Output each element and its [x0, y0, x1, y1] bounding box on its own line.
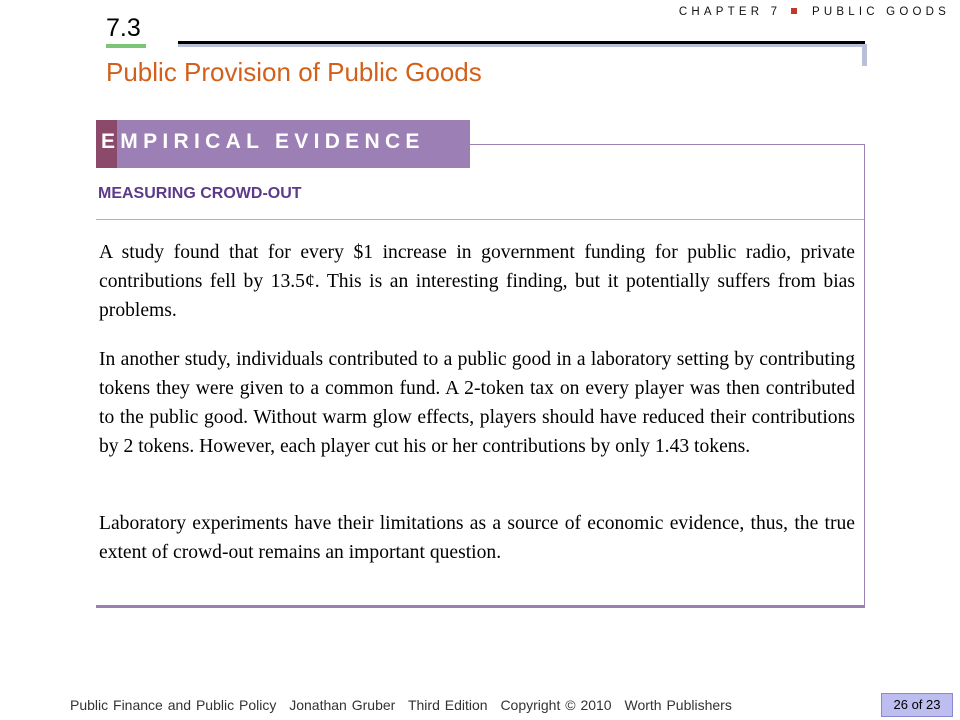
header-rule-drop [862, 44, 867, 66]
footer-book: Public Finance and Public Policy [70, 697, 277, 713]
footer-publisher: Worth Publishers [624, 697, 732, 713]
section-number-underline [106, 44, 146, 48]
footer [70, 697, 740, 713]
chapter-label: CHAPTER 7 [678, 6, 782, 18]
footer-author: Jonathan Gruber [289, 697, 396, 713]
box-subheading: MEASURING CROWD-OUT [98, 185, 302, 202]
separator-square-icon [791, 8, 797, 14]
paragraph-3: Laboratory experiments have their limitations as a source of economic evidence, thus, the true extent of crowd-out remains an important question. [99, 513, 855, 563]
evidence-box-bottom-border [96, 605, 865, 608]
chapter-header [679, 6, 950, 18]
header-rule-shadow [178, 44, 867, 47]
paragraph-1: A study found that for every $1 increase in government funding for public radio, private contributions fell by 13.5¢. This is an interesting finding, but it potentially suffers from bias problems. [99, 242, 855, 321]
subject-label: PUBLIC GOODS [812, 6, 950, 18]
header-rule [178, 41, 865, 44]
evidence-box-top-border [470, 144, 864, 145]
section-number: 7.3 [106, 14, 141, 42]
footer-copyright: Copyright © 2010 [500, 697, 612, 713]
page-counter: 26 of 23 [881, 693, 953, 717]
evidence-tag-label: EMPIRICAL EVIDENCE [101, 130, 425, 153]
footer-edition: Third Edition [407, 697, 488, 713]
subheading-divider [96, 219, 864, 220]
paragraph-2: In another study, individuals contributed to a public good in a laboratory setting by contributing tokens they were given to a common fund. A 2-token tax on every player was then contributed to the public good. Without warm glow effects, players should have reduced their contributions by 2 tokens. However, each player cut his or her contributions by only 1.43 tokens. [99, 349, 855, 457]
page-title: Public Provision of Public Goods [106, 57, 482, 87]
